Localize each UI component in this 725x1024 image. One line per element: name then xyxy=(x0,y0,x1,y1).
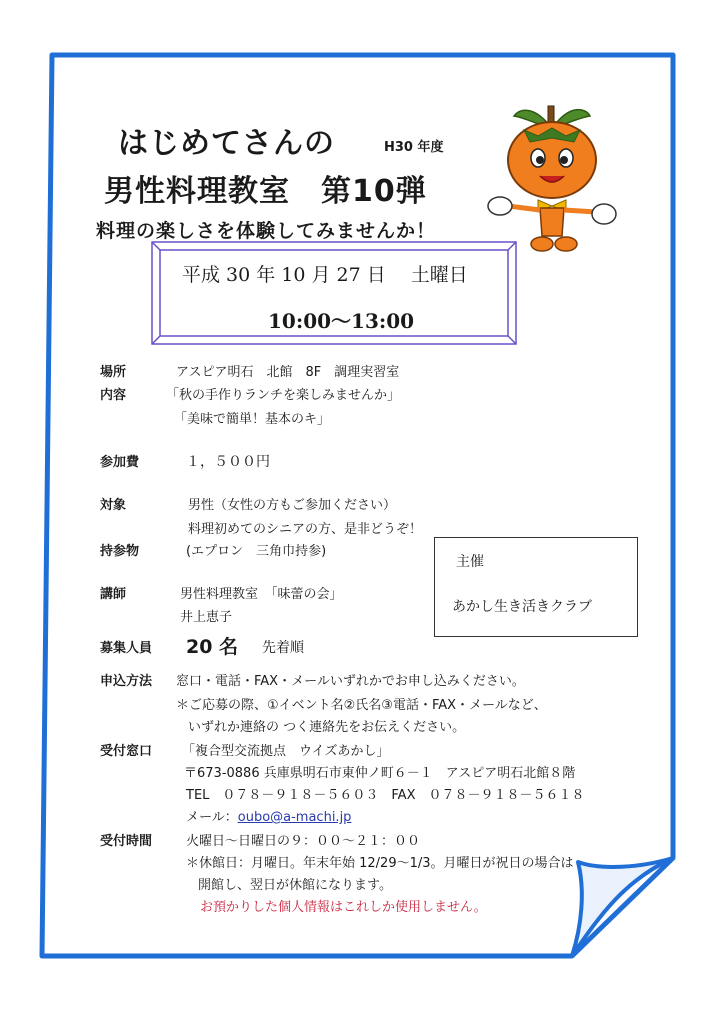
privacy-notice: お預かりした個人情報はこれしか使用しません。 xyxy=(200,900,487,915)
host-name: あかし生き活きクラブ xyxy=(452,599,592,615)
apply-line-2: ＊ご応募の際、①イベント名②氏名③電話・FAX・メールなど、 xyxy=(176,698,547,713)
event-time: 10:00～13:00 xyxy=(268,309,415,333)
apply-line-1: 窓口・電話・FAX・メールいずれかでお申し込みください。 xyxy=(176,674,525,689)
content-line-1: 「秋の手作りランチを楽しみませんか」 xyxy=(166,388,401,403)
venue-value: アスピア明石 北館 8F 調理実習室 xyxy=(176,365,400,380)
content-label: 内容 xyxy=(100,388,127,403)
instructor-line-1: 男性料理教室 「味蕾の会」 xyxy=(180,587,343,602)
capacity-label: 募集人員 xyxy=(100,641,153,656)
title-line-1: はじめてさんの xyxy=(118,126,335,161)
instructor-line-2: 井上恵子 xyxy=(180,610,233,625)
office-line-3: TEL ０７８－９１８－５６０３ FAX ０７８－９１８－５６１８ xyxy=(186,788,585,803)
email-link[interactable]: oubo@a-machi.jp xyxy=(237,810,352,825)
capacity-value: 20 名 xyxy=(186,636,239,658)
bring-value: (エプロン 三角巾持参) xyxy=(186,544,327,559)
host-title: 主催 xyxy=(456,554,484,570)
mail-row xyxy=(186,806,351,825)
hours-line-1: 火曜日～日曜日の９：００～２１：００ xyxy=(186,834,421,849)
target-line-2: 料理初めてのシニアの方、是非どうぞ！ xyxy=(188,522,423,537)
title-line-2: 男性料理教室 第10弾 xyxy=(104,174,427,209)
hours-label: 受付時間 xyxy=(100,834,153,849)
bring-label: 持参物 xyxy=(100,544,140,559)
apply-label: 申込方法 xyxy=(100,674,153,689)
target-line-1: 男性（女性の方もご参加ください） xyxy=(188,498,397,513)
apply-line-3: いずれか連絡の つく連絡先をお伝えください。 xyxy=(188,720,466,735)
venue-label: 場所 xyxy=(100,365,127,380)
fee-label: 参加費 xyxy=(100,455,140,470)
mail-prefix: メール： xyxy=(186,810,238,825)
hours-line-2: ＊休館日：月曜日。年末年始 12/29～1/3。月曜日が祝日の場合は xyxy=(186,856,574,871)
fiscal-year: H30 年度 xyxy=(384,140,444,155)
catchphrase: 料理の楽しさを体験してみませんか！ xyxy=(96,220,437,242)
office-line-2: 〒673-0886 兵庫県明石市東仲ノ町６－１ アスピア明石北館８階 xyxy=(184,766,576,781)
persimmon-mascot-icon xyxy=(484,96,620,256)
instructor-label: 講師 xyxy=(100,587,127,602)
event-date: 平成 30 年 10 月 27 日 土曜日 xyxy=(182,264,468,286)
office-line-1: 「複合型交流拠点 ウイズあかし」 xyxy=(182,744,390,759)
office-label: 受付窓口 xyxy=(100,744,153,759)
fee-value: １，５００円 xyxy=(186,454,270,470)
content-line-2: 「美味で簡単！基本のキ」 xyxy=(174,412,331,427)
capacity-note: 先着順 xyxy=(262,640,304,656)
hours-line-3: 開館し、翌日が休館になります。 xyxy=(198,878,392,893)
target-label: 対象 xyxy=(100,498,127,513)
